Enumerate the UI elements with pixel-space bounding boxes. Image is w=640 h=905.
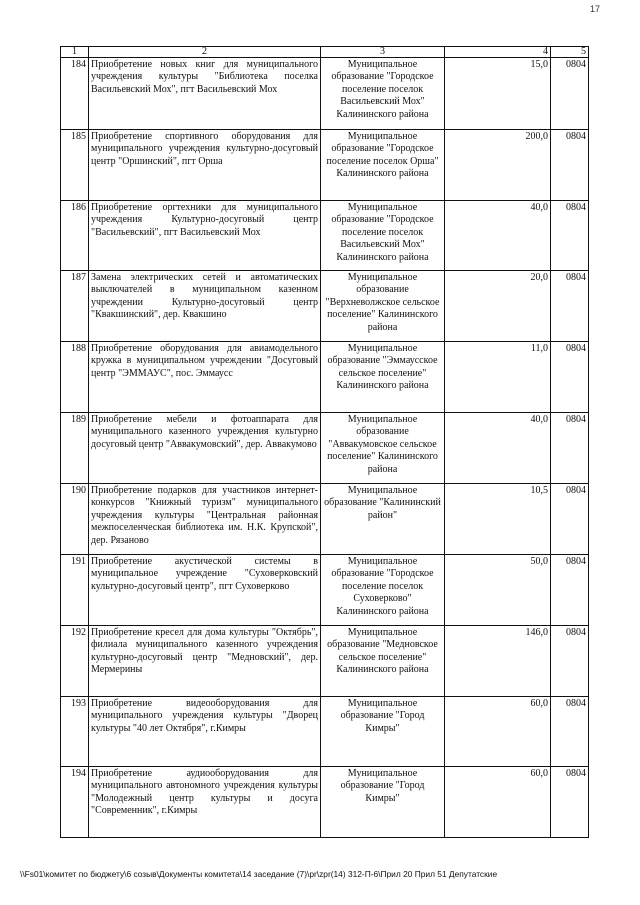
row-description: Приобретение акустической системы в муниципальное учреждение "Суховерковский культурно-досуговый центр", пгт Суховерково — [89, 555, 321, 626]
row-amount: 40,0 — [445, 413, 551, 484]
table-row — [61, 201, 589, 271]
row-code: 0804 — [551, 484, 589, 555]
row-code: 0804 — [551, 767, 589, 838]
column-header-5: 5 — [551, 47, 589, 58]
column-header-2: 2 — [89, 47, 321, 58]
row-number: 190 — [61, 484, 89, 555]
table-row — [61, 413, 589, 484]
table-body — [61, 58, 589, 838]
row-description: Замена электрических сетей и автоматических выключателей в муниципальном казенном учреждении Культурно-досуговый центр "Квакшинский", дер. Квакшино — [89, 271, 321, 342]
row-amount: 40,0 — [445, 201, 551, 271]
table-row — [61, 484, 589, 555]
header-row — [61, 47, 589, 58]
column-header-3: 3 — [321, 47, 445, 58]
row-municipality: Муниципальное образование "Городское поселение поселок Васильевский Мох" Калининского района — [321, 201, 445, 271]
row-code: 0804 — [551, 201, 589, 271]
row-description: Приобретение спортивного оборудования для муниципального учреждения культурно-досуговый центр "Оршинский", пгт Орша — [89, 130, 321, 201]
row-municipality: Муниципальное образование "Аввакумовское сельское поселение" Калининского района — [321, 413, 445, 484]
row-code: 0804 — [551, 697, 589, 767]
row-amount: 11,0 — [445, 342, 551, 413]
row-municipality: Муниципальное образование "Городское поселение поселок Орша" Калининского района — [321, 130, 445, 201]
row-number: 193 — [61, 697, 89, 767]
row-description: Приобретение оргтехники для муниципального учреждения Культурно-досуговый центр "Васильевский", пгт Васильевский Мох — [89, 201, 321, 271]
row-code: 0804 — [551, 342, 589, 413]
row-amount: 10,5 — [445, 484, 551, 555]
row-municipality: Муниципальное образование "Эммаусское сельское поселение" Калининского района — [321, 342, 445, 413]
footer-file-path: \\Fs01\комитет по бюджету\6 созыв\Документы комитета\14 заседание (7)\pr\zpr(14) 312-П-6\Прил 20 Прил 51 Депутатские — [20, 869, 498, 879]
row-number: 184 — [61, 58, 89, 130]
row-number: 189 — [61, 413, 89, 484]
page-number: 17 — [590, 4, 601, 14]
table-row — [61, 626, 589, 697]
row-code: 0804 — [551, 413, 589, 484]
row-number: 191 — [61, 555, 89, 626]
row-amount: 15,0 — [445, 58, 551, 130]
table-row — [61, 555, 589, 626]
row-municipality: Муниципальное образование "Город Кимры" — [321, 697, 445, 767]
row-number: 188 — [61, 342, 89, 413]
row-municipality: Муниципальное образование "Медновское сельское поселение" Калининского района — [321, 626, 445, 697]
row-amount: 20,0 — [445, 271, 551, 342]
table-row — [61, 130, 589, 201]
row-amount: 146,0 — [445, 626, 551, 697]
row-amount: 60,0 — [445, 697, 551, 767]
row-municipality: Муниципальное образование "Городское поселение поселок Суховерково" Калининского района — [321, 555, 445, 626]
row-amount: 60,0 — [445, 767, 551, 838]
row-municipality: Муниципальное образование "Город Кимры" — [321, 767, 445, 838]
table-row — [61, 58, 589, 130]
row-number: 185 — [61, 130, 89, 201]
row-municipality: Муниципальное образование "Калининский район" — [321, 484, 445, 555]
row-code: 0804 — [551, 626, 589, 697]
row-amount: 50,0 — [445, 555, 551, 626]
row-municipality: Муниципальное образование "Верхневолжское сельское поселение" Калининского района — [321, 271, 445, 342]
row-code: 0804 — [551, 58, 589, 130]
table-row — [61, 697, 589, 767]
row-description: Приобретение кресел для дома культуры "Октябрь", филиала муниципального казенного учреждения культурно-досуговый центр "Медновский", дер. Мермерины — [89, 626, 321, 697]
row-description: Приобретение видеооборудования для муниципального учреждения культуры "Дворец культуры "40 лет Октября", г.Кимры — [89, 697, 321, 767]
row-municipality: Муниципальное образование "Городское поселение поселок Васильевский Мох" Калининского района — [321, 58, 445, 130]
row-number: 186 — [61, 201, 89, 271]
row-description: Приобретение аудиооборудования для муниципального автономного учреждения культуры "Молодежный центр культуры и досуга "Современник", г.Кимры — [89, 767, 321, 838]
row-description: Приобретение оборудования для авиамодельного кружка в муниципальном учреждении "Досуговый центр "ЭММАУС", пос. Эммаусс — [89, 342, 321, 413]
table-row — [61, 271, 589, 342]
appropriations-table — [60, 46, 589, 838]
column-header-1: 1 — [61, 47, 89, 58]
row-number: 187 — [61, 271, 89, 342]
row-code: 0804 — [551, 271, 589, 342]
row-amount: 200,0 — [445, 130, 551, 201]
table-row — [61, 342, 589, 413]
table-row — [61, 767, 589, 838]
row-number: 192 — [61, 626, 89, 697]
row-code: 0804 — [551, 555, 589, 626]
column-header-4: 4 — [445, 47, 551, 58]
row-number: 194 — [61, 767, 89, 838]
row-description: Приобретение мебели и фотоаппарата для муниципального казенного учреждения культурно досуговый центр "Аввакумовский", дер. Аввакумово — [89, 413, 321, 484]
row-description: Приобретение новых книг для муниципального учреждения культуры "Библиотека поселка Васильевский Мох", пгт Васильевский Мох — [89, 58, 321, 130]
row-description: Приобретение подарков для участников интернет-конкурсов "Книжный туризм" муниципального учреждения культуры "Центральная районная межпоселенческая библиотека им. Н.К. Крупской", дер. Рязаново — [89, 484, 321, 555]
row-code: 0804 — [551, 130, 589, 201]
